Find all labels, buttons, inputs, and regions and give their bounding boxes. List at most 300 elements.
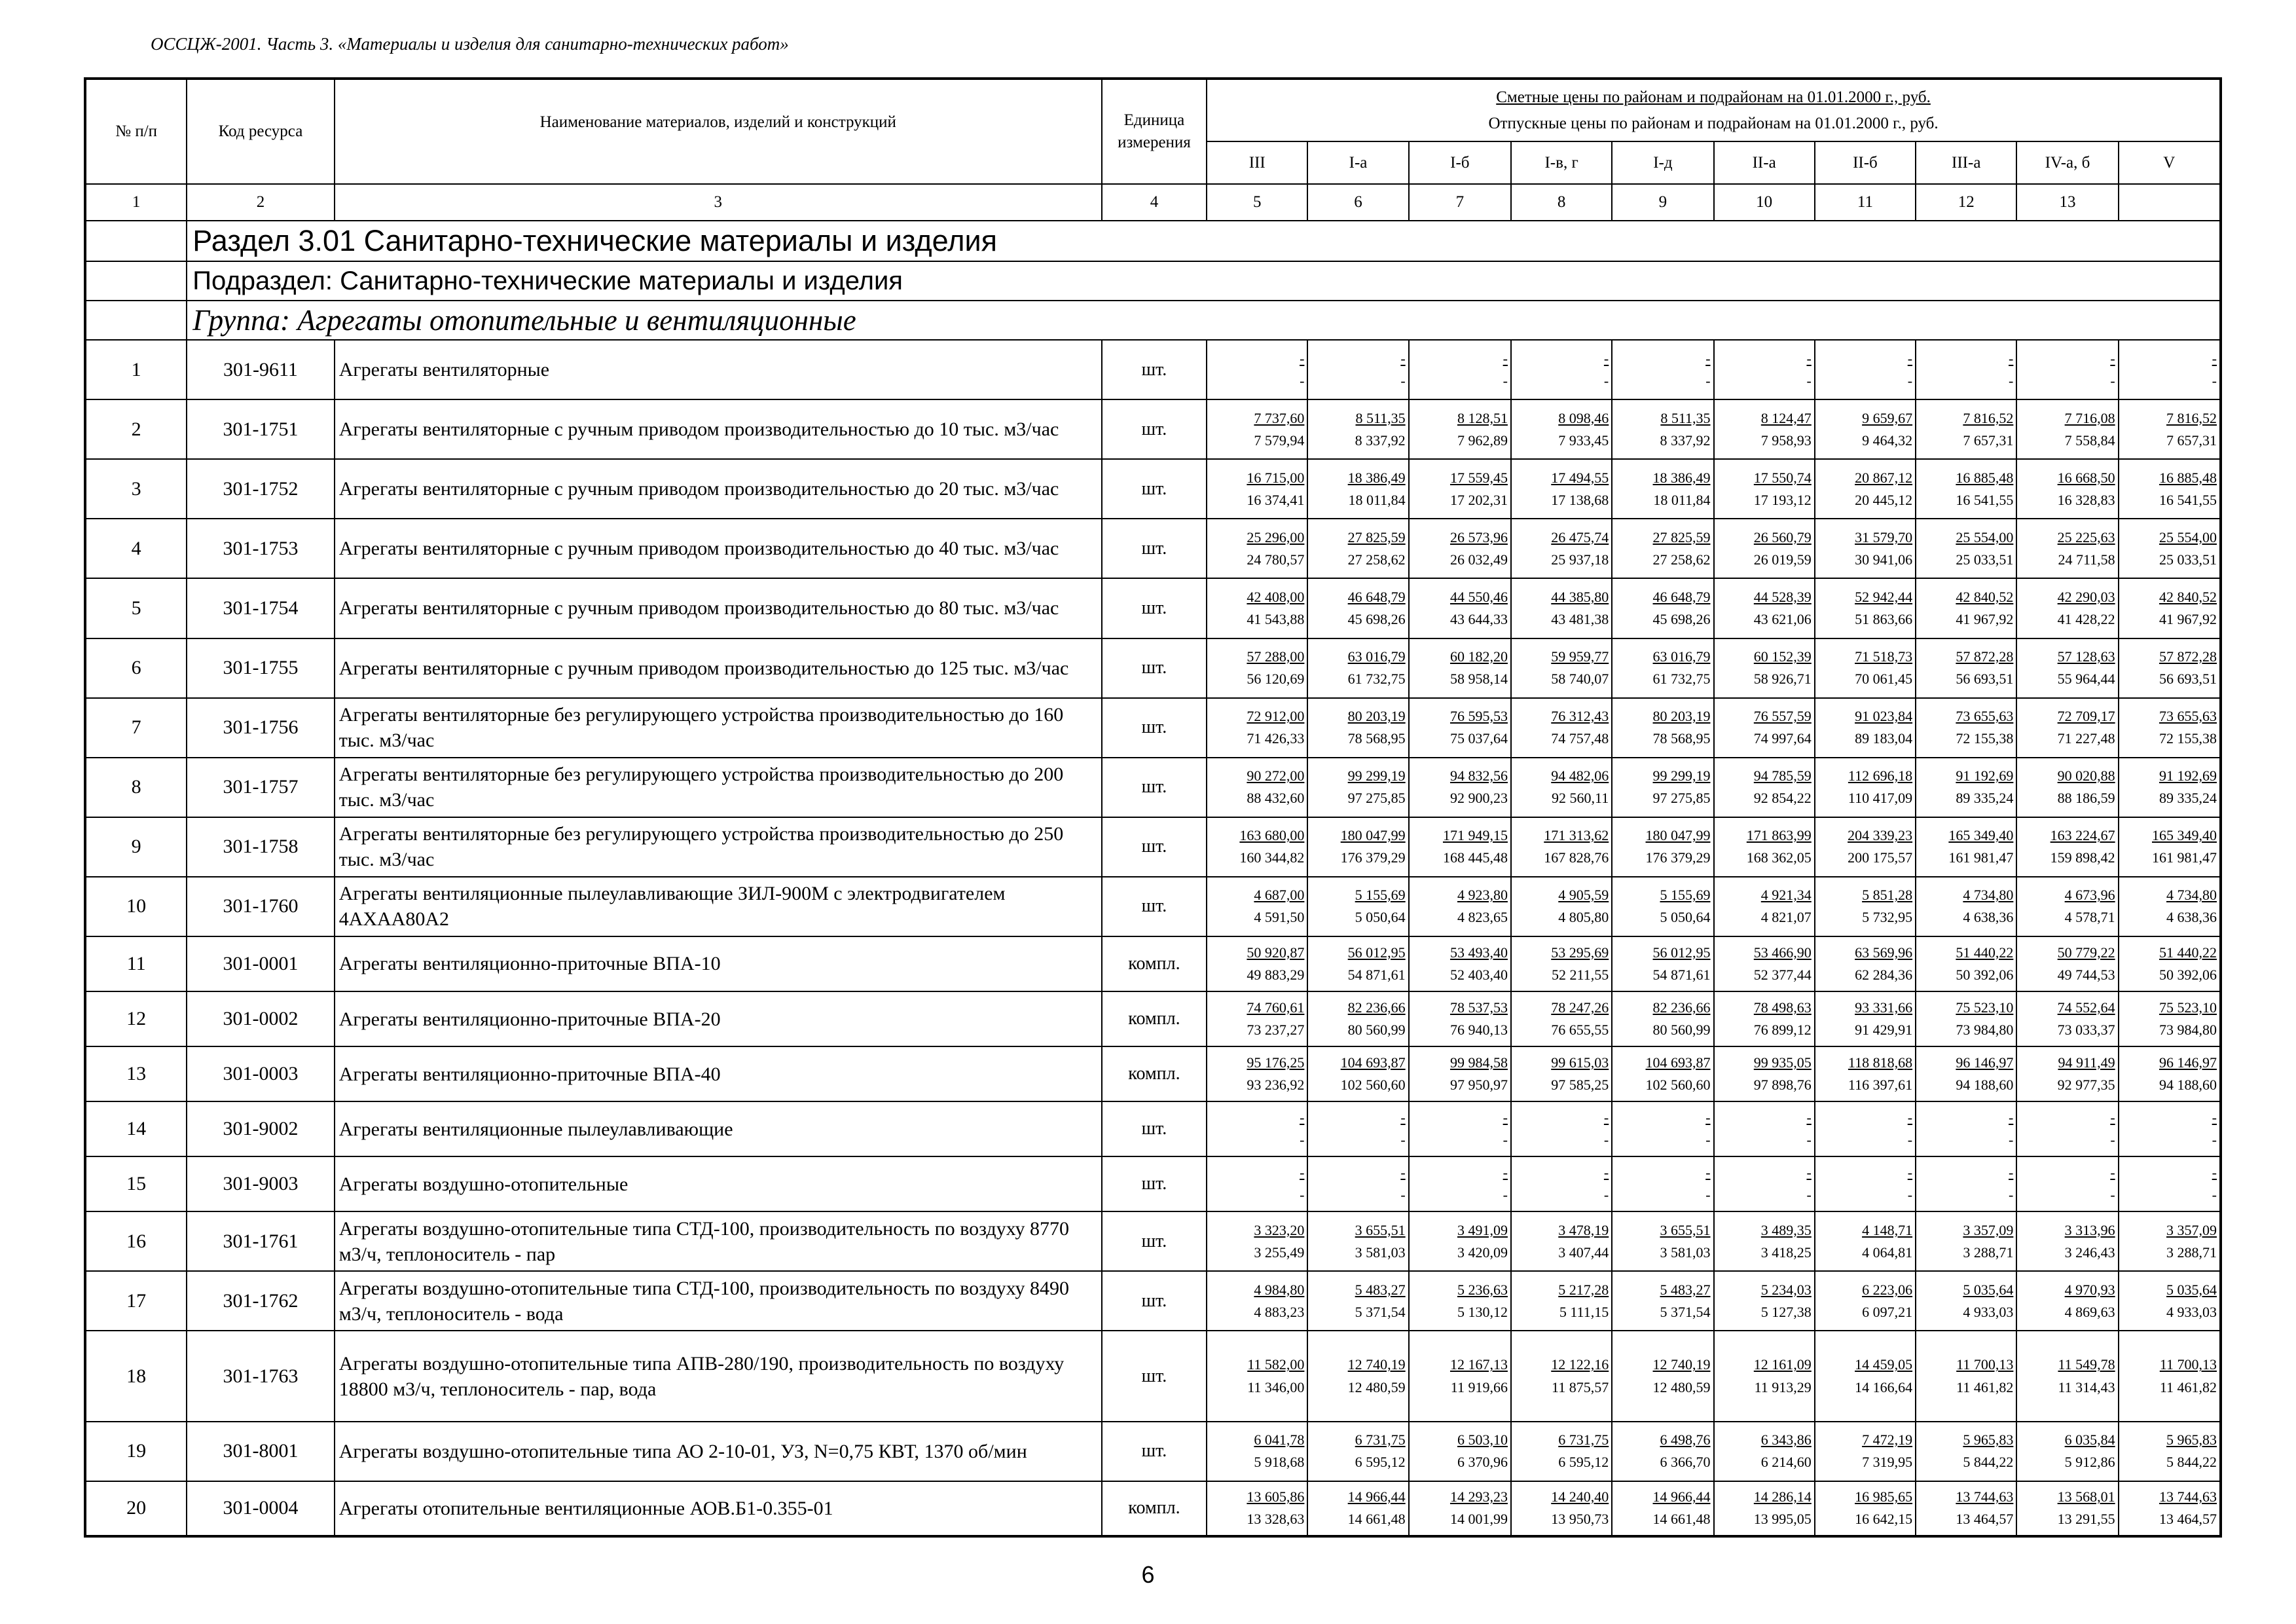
price-cell	[1612, 459, 1713, 519]
price-cell	[1207, 1211, 1307, 1271]
release-price: 4 823,65	[1457, 909, 1508, 926]
estimate-price: 76 557,59	[1753, 708, 1812, 725]
release-price: -	[2212, 372, 2217, 389]
release-price: 11 875,57	[1552, 1378, 1609, 1395]
price-cell	[1714, 399, 1815, 459]
estimate-price: -	[1705, 350, 1711, 367]
row-number: 2	[85, 399, 187, 459]
estimate-price: 6 041,78	[1254, 1431, 1305, 1449]
price-cell	[1511, 519, 1612, 578]
release-price: -	[1907, 372, 1913, 389]
group-title: Группа: Агрегаты отопительные и вентиляционные	[187, 301, 2221, 340]
price-cell	[1612, 698, 1713, 758]
price-cell	[1307, 1271, 1408, 1331]
column-number: 4	[1102, 184, 1207, 221]
price-cell	[2016, 991, 2118, 1046]
release-price: -	[1400, 372, 1406, 389]
price-cell	[1612, 1481, 1713, 1536]
price-cell	[1511, 1271, 1612, 1331]
estimate-price: 4 921,34	[1760, 887, 1812, 904]
estimate-price: 3 357,09	[2166, 1221, 2217, 1238]
release-price: 13 291,55	[2057, 1511, 2115, 1528]
price-cell	[1409, 698, 1511, 758]
header-row-main	[85, 79, 2221, 141]
estimate-price: 91 023,84	[1855, 708, 1913, 725]
table-row	[85, 519, 2221, 578]
estimate-price: 3 491,09	[1457, 1221, 1508, 1238]
release-price: 17 202,31	[1449, 491, 1508, 508]
price-cell	[2119, 936, 2221, 991]
price-cell	[2016, 399, 2118, 459]
row-number: 16	[85, 1211, 187, 1271]
estimate-price: 12 122,16	[1551, 1356, 1609, 1373]
estimate-price: 17 559,45	[1449, 469, 1508, 486]
estimate-price: -	[1705, 1109, 1711, 1126]
row-number: 6	[85, 638, 187, 698]
price-cell	[1307, 638, 1408, 698]
estimate-price: 7 737,60	[1254, 409, 1305, 426]
column-number: 5	[1207, 184, 1307, 221]
estimate-price: 95 176,25	[1247, 1054, 1305, 1071]
price-cell	[1409, 1271, 1511, 1331]
release-price: 73 033,37	[2057, 1022, 2115, 1039]
estimate-price: 11 700,13	[1956, 1356, 2014, 1373]
estimate-price: 80 203,19	[1347, 708, 1406, 725]
estimate-price: -	[1705, 1164, 1711, 1181]
price-cell	[1815, 877, 1916, 936]
estimate-price: 16 668,50	[2057, 469, 2115, 486]
release-price: 49 744,53	[2057, 966, 2115, 983]
estimate-price: 8 511,35	[1660, 409, 1711, 426]
price-cell	[1815, 817, 1916, 877]
estimate-price: 104 693,87	[1645, 1054, 1711, 1071]
table-row	[85, 1101, 2221, 1156]
release-price: 3 255,49	[1254, 1244, 1305, 1261]
estimate-price: 46 648,79	[1347, 588, 1406, 605]
row-number: 7	[85, 698, 187, 758]
price-cell	[2119, 1156, 2221, 1211]
price-cell	[1207, 638, 1307, 698]
material-name: Агрегаты вентиляторные с ручным приводом производительностью до 20 тыс. м3/час	[335, 459, 1102, 519]
release-price: 13 950,73	[1551, 1511, 1609, 1528]
estimate-price: 12 740,19	[1652, 1356, 1711, 1373]
price-cell	[1307, 340, 1408, 399]
release-price: 200 175,57	[1848, 849, 1913, 866]
estimate-price: 5 236,63	[1457, 1281, 1508, 1298]
region-header: II-б	[1815, 141, 1916, 184]
resource-code: 301-0001	[187, 936, 334, 991]
estimate-price: 91 192,69	[2159, 767, 2217, 784]
release-price: 7 319,95	[1862, 1454, 1913, 1471]
estimate-price: 72 912,00	[1247, 708, 1305, 725]
release-price: 16 541,55	[1956, 491, 2014, 508]
region-header: III	[1207, 141, 1307, 184]
release-price: 27 258,62	[1347, 551, 1406, 568]
release-price: 25 937,18	[1551, 551, 1609, 568]
release-price: 52 377,44	[1753, 966, 1812, 983]
estimate-price: -	[1603, 1109, 1609, 1126]
release-price: 4 638,36	[1963, 909, 2014, 926]
release-price: 45 698,26	[1652, 610, 1711, 627]
price-cell	[1916, 399, 2016, 459]
price-cell	[1815, 459, 1916, 519]
estimate-price: 4 970,93	[2064, 1281, 2115, 1298]
release-price: 176 379,29	[1340, 849, 1406, 866]
release-price: -	[2110, 372, 2115, 389]
price-cell	[1612, 1271, 1713, 1331]
resource-code: 301-1753	[187, 519, 334, 578]
estimate-price: 12 740,19	[1347, 1356, 1406, 1373]
material-name: Агрегаты воздушно-отопительные	[335, 1156, 1102, 1211]
price-cell	[1714, 340, 1815, 399]
row-number: 14	[85, 1101, 187, 1156]
estimate-price: 56 012,95	[1652, 944, 1711, 961]
estimate-price: 94 785,59	[1753, 767, 1812, 784]
estimate-price: 11 700,13	[2159, 1356, 2217, 1373]
price-cell	[1916, 638, 2016, 698]
release-price: 6 097,21	[1862, 1303, 1913, 1320]
estimate-price: 53 493,40	[1449, 944, 1508, 961]
estimate-price: 7 716,08	[2064, 409, 2115, 426]
price-cell	[1612, 817, 1713, 877]
price-cell	[1916, 698, 2016, 758]
release-price: 88 432,60	[1247, 790, 1305, 807]
estimate-price: 96 146,97	[1956, 1054, 2014, 1071]
estimate-price: 3 357,09	[1963, 1221, 2014, 1238]
estimate-price: 6 223,06	[1862, 1281, 1913, 1298]
release-price: 5 844,22	[1963, 1454, 2014, 1471]
document-header: ОССЦЖ-2001. Часть 3. «Материалы и изделия для санитарно-технических работ»	[151, 34, 789, 54]
unit-of-measure: шт.	[1102, 1422, 1207, 1481]
resource-code: 301-1756	[187, 698, 334, 758]
release-price: 78 568,95	[1652, 730, 1711, 747]
col-header-code: Код ресурса	[187, 79, 334, 184]
price-cell	[1207, 578, 1307, 638]
estimate-price: 4 984,80	[1254, 1281, 1305, 1298]
header-row-column-numbers	[85, 184, 2221, 221]
estimate-price: 74 552,64	[2057, 999, 2115, 1016]
estimate-price: 82 236,66	[1347, 999, 1406, 1016]
unit-of-measure: компл.	[1102, 936, 1207, 991]
row-number: 18	[85, 1331, 187, 1421]
section-blank-cell	[85, 221, 187, 261]
price-cell	[1612, 1331, 1713, 1421]
price-cell	[2016, 1481, 2118, 1536]
release-price: 17 193,12	[1753, 491, 1812, 508]
region-header: I-в, г	[1511, 141, 1612, 184]
price-cell	[1409, 1101, 1511, 1156]
table-row	[85, 698, 2221, 758]
estimate-price: 25 225,63	[2057, 528, 2115, 545]
release-price: 13 995,05	[1753, 1511, 1812, 1528]
column-number: 6	[1307, 184, 1408, 221]
price-cell	[1815, 399, 1916, 459]
price-cell	[1815, 936, 1916, 991]
release-price: 72 155,38	[2159, 730, 2217, 747]
release-price: 41 967,92	[2159, 610, 2217, 627]
table-row	[85, 1481, 2221, 1536]
column-number: 7	[1409, 184, 1511, 221]
release-price: 5 127,38	[1760, 1303, 1812, 1320]
price-cell	[1714, 1271, 1815, 1331]
release-price: 58 740,07	[1551, 671, 1609, 688]
price-cell	[1916, 817, 2016, 877]
estimate-price: 5 965,83	[2166, 1431, 2217, 1449]
price-cell	[1409, 817, 1511, 877]
release-price: 41 967,92	[1956, 610, 2014, 627]
estimate-price: 16 985,65	[1855, 1488, 1913, 1505]
price-cell	[2016, 1271, 2118, 1331]
release-price: 41 543,88	[1247, 610, 1305, 627]
price-cell	[2016, 1156, 2118, 1211]
row-number: 20	[85, 1481, 187, 1536]
table-row	[85, 1156, 2221, 1211]
estimate-price: 53 466,90	[1753, 944, 1812, 961]
estimate-price: 3 655,51	[1660, 1221, 1711, 1238]
estimate-price: 90 272,00	[1247, 767, 1305, 784]
release-price: 52 403,40	[1449, 966, 1508, 983]
price-cell	[2119, 519, 2221, 578]
estimate-price: 16 885,48	[1956, 469, 2014, 486]
price-cell	[1815, 1211, 1916, 1271]
estimate-price: 6 343,86	[1760, 1431, 1812, 1449]
estimate-price: -	[2110, 1164, 2115, 1181]
column-number: 1	[85, 184, 187, 221]
price-cell	[1815, 1481, 1916, 1536]
estimate-price: 78 537,53	[1449, 999, 1508, 1016]
release-price: -	[1705, 1132, 1711, 1149]
resource-code: 301-1758	[187, 817, 334, 877]
release-price: -	[1603, 1187, 1609, 1204]
resource-code: 301-9002	[187, 1101, 334, 1156]
table-row	[85, 1422, 2221, 1481]
price-cell	[1307, 1211, 1408, 1271]
release-price: 71 426,33	[1247, 730, 1305, 747]
estimate-price: 13 605,86	[1247, 1488, 1305, 1505]
release-price: 3 246,43	[2064, 1244, 2115, 1261]
release-price: 94 188,60	[1956, 1077, 2014, 1094]
release-price: -	[1806, 1132, 1812, 1149]
resource-code: 301-1754	[187, 578, 334, 638]
release-price: -	[1705, 372, 1711, 389]
estimate-price: 5 035,64	[1963, 1281, 2014, 1298]
column-number: 3	[335, 184, 1102, 221]
price-cell	[2119, 1211, 2221, 1271]
price-cell	[1815, 1422, 1916, 1481]
estimate-price: 163 680,00	[1239, 827, 1305, 844]
unit-of-measure: шт.	[1102, 459, 1207, 519]
price-cell	[1409, 1422, 1511, 1481]
estimate-price: 71 518,73	[1855, 648, 1913, 665]
release-price: -	[1603, 372, 1609, 389]
release-price: 55 964,44	[2057, 671, 2115, 688]
estimate-price: 4 734,80	[2166, 887, 2217, 904]
release-price: 5 918,68	[1254, 1454, 1305, 1471]
release-price: -	[1400, 1187, 1406, 1204]
estimate-price: 16 885,48	[2159, 469, 2217, 486]
estimate-price: 44 528,39	[1753, 588, 1812, 605]
estimate-price: -	[1907, 350, 1913, 367]
release-price: 43 621,06	[1753, 610, 1812, 627]
release-price: 4 064,81	[1862, 1244, 1913, 1261]
estimate-price: -	[2009, 1164, 2014, 1181]
estimate-price: -	[2110, 1109, 2115, 1126]
release-price: 4 591,50	[1254, 909, 1305, 926]
estimate-price: 171 863,99	[1746, 827, 1812, 844]
material-name: Агрегаты воздушно-отопительные типа АО 2-10-01, УЗ, N=0,75 КВТ, 1370 об/мин	[335, 1422, 1102, 1481]
price-cell	[1612, 399, 1713, 459]
release-price: 76 899,12	[1753, 1022, 1812, 1039]
release-price: 78 568,95	[1347, 730, 1406, 747]
price-cell	[1916, 1331, 2016, 1421]
estimate-price: 13 744,63	[2159, 1488, 2217, 1505]
release-price: 56 120,69	[1247, 671, 1305, 688]
release-price: 16 374,41	[1247, 491, 1305, 508]
price-cell	[1815, 758, 1916, 817]
price-cell	[1612, 877, 1713, 936]
estimate-price: 13 744,63	[1956, 1488, 2014, 1505]
estimate-price: 6 731,75	[1558, 1431, 1609, 1449]
estimate-price: 5 155,69	[1660, 887, 1711, 904]
price-cell	[1409, 877, 1511, 936]
price-cell	[1511, 991, 1612, 1046]
unit-of-measure: шт.	[1102, 340, 1207, 399]
release-price: 71 227,48	[2057, 730, 2115, 747]
release-price: 3 418,25	[1760, 1244, 1812, 1261]
release-price: -	[1907, 1187, 1913, 1204]
table-row	[85, 1046, 2221, 1101]
release-price: 24 780,57	[1247, 551, 1305, 568]
price-cell	[2016, 1422, 2118, 1481]
estimate-price: 14 966,44	[1347, 1488, 1406, 1505]
section-title: Раздел 3.01 Санитарно-технические материалы и изделия	[187, 221, 2221, 261]
release-price: 54 871,61	[1347, 966, 1406, 983]
release-price: 7 657,31	[2166, 432, 2217, 449]
release-price: 97 275,85	[1652, 790, 1711, 807]
release-price: 7 958,93	[1760, 432, 1812, 449]
price-cell	[1307, 698, 1408, 758]
estimate-price: 171 313,62	[1544, 827, 1609, 844]
price-cell	[1511, 817, 1612, 877]
price-cell	[1511, 936, 1612, 991]
release-price: 8 337,92	[1355, 432, 1406, 449]
region-header: II-а	[1714, 141, 1815, 184]
resource-code: 301-0004	[187, 1481, 334, 1536]
estimate-price: 26 573,96	[1449, 528, 1508, 545]
price-cell	[2119, 1271, 2221, 1331]
release-price: 27 258,62	[1652, 551, 1711, 568]
estimate-price: 18 386,49	[1652, 469, 1711, 486]
estimate-price: 6 498,76	[1660, 1431, 1711, 1449]
resource-code: 301-1762	[187, 1271, 334, 1331]
release-price: 88 186,59	[2057, 790, 2115, 807]
col-header-name: Наименование материалов, изделий и конструкций	[335, 79, 1102, 184]
estimate-price: 53 295,69	[1551, 944, 1609, 961]
release-price: 12 480,59	[1347, 1378, 1406, 1395]
estimate-price: -	[1806, 1164, 1812, 1181]
price-cell	[1307, 1156, 1408, 1211]
price-cell	[1511, 459, 1612, 519]
row-number: 13	[85, 1046, 187, 1101]
resource-code: 301-1763	[187, 1331, 334, 1421]
release-price: 52 211,55	[1552, 966, 1609, 983]
estimate-price: 73 655,63	[2159, 708, 2217, 725]
estimate-price: 4 905,59	[1558, 887, 1609, 904]
release-price: -	[1806, 1187, 1812, 1204]
release-price: 97 275,85	[1347, 790, 1406, 807]
release-price: 92 854,22	[1753, 790, 1812, 807]
price-cell	[1612, 1046, 1713, 1101]
price-cell	[2016, 817, 2118, 877]
col-header-prices	[1207, 79, 2221, 141]
release-price: 4 933,03	[2166, 1303, 2217, 1320]
unit-of-measure: компл.	[1102, 991, 1207, 1046]
subsection-row	[85, 261, 2221, 301]
price-cell	[1409, 758, 1511, 817]
price-cell	[2119, 817, 2221, 877]
price-cell	[1409, 991, 1511, 1046]
release-price: 116 397,61	[1848, 1077, 1913, 1094]
price-cell	[2119, 1046, 2221, 1101]
row-number: 1	[85, 340, 187, 399]
resource-code: 301-9611	[187, 340, 334, 399]
estimate-price: 99 935,05	[1753, 1054, 1812, 1071]
release-price: 61 732,75	[1652, 671, 1711, 688]
estimate-price: 204 339,23	[1848, 827, 1913, 844]
estimate-price: 31 579,70	[1855, 528, 1913, 545]
price-cell	[1916, 1422, 2016, 1481]
price-cell	[1511, 399, 1612, 459]
release-price: -	[1603, 1132, 1609, 1149]
price-cell	[1307, 1331, 1408, 1421]
estimate-price: 56 012,95	[1347, 944, 1406, 961]
price-cell	[1207, 1046, 1307, 1101]
release-price: 16 642,15	[1855, 1511, 1913, 1528]
estimate-price: 3 478,19	[1558, 1221, 1609, 1238]
estimate-price: 57 128,63	[2057, 648, 2115, 665]
material-name: Агрегаты вентиляционно-приточные ВПА-40	[335, 1046, 1102, 1101]
estimate-price: 72 709,17	[2057, 708, 2115, 725]
price-cell	[1815, 1331, 1916, 1421]
unit-of-measure: шт.	[1102, 817, 1207, 877]
price-cell	[1307, 758, 1408, 817]
price-cell	[1612, 1101, 1713, 1156]
price-cell	[1714, 1331, 1815, 1421]
estimate-price: 163 224,67	[2050, 827, 2115, 844]
estimate-price: 6 731,75	[1355, 1431, 1406, 1449]
release-price: 8 337,92	[1660, 432, 1711, 449]
row-number: 4	[85, 519, 187, 578]
price-cell	[1307, 459, 1408, 519]
row-number: 9	[85, 817, 187, 877]
row-number: 10	[85, 877, 187, 936]
release-price: 16 328,83	[2057, 491, 2115, 508]
release-price: 3 288,71	[2166, 1244, 2217, 1261]
release-price: 89 183,04	[1855, 730, 1913, 747]
estimate-price: -	[1603, 1164, 1609, 1181]
release-price: 50 392,06	[2159, 966, 2217, 983]
resource-code: 301-1757	[187, 758, 334, 817]
estimate-price: 42 840,52	[1956, 588, 2014, 605]
table-row	[85, 340, 2221, 399]
price-cell	[1511, 638, 1612, 698]
release-price: 56 693,51	[1956, 671, 2014, 688]
release-price: 11 346,00	[1247, 1378, 1305, 1395]
estimate-price: 14 293,23	[1449, 1488, 1508, 1505]
release-price: 6 370,96	[1457, 1454, 1508, 1471]
release-price: 5 912,86	[2064, 1454, 2115, 1471]
estimate-price: 18 386,49	[1347, 469, 1406, 486]
